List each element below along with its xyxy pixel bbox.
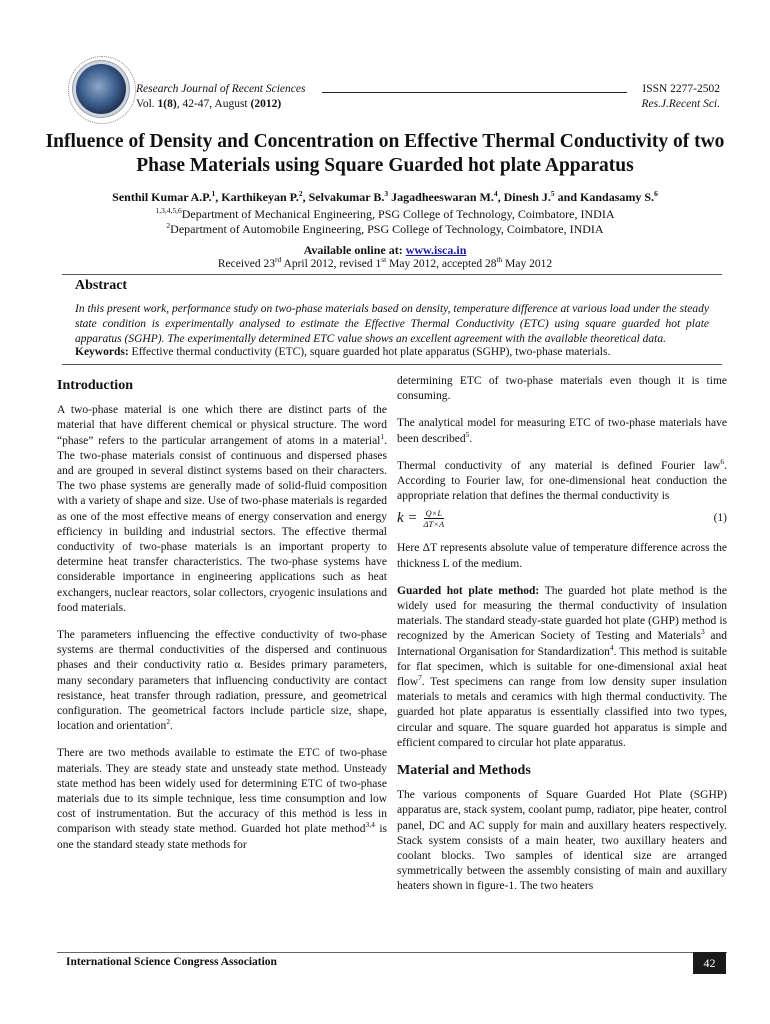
available-online: Available online at: www.isca.in — [303, 243, 467, 257]
paragraph: The parameters influencing the effective conductivity of two-phase systems are thermal conductivities of the dispersed and continuous phases and their conductivity ratio α. Besides primary parameters, many secondary parameters that influencing conductivity are contact resistance, heat transfer through radiation, pressure, and geometrical configuration. The geometrical factors include particle size, shape, location and orientation$^2$. — [57, 629, 387, 733]
footer — [57, 952, 727, 975]
left-column — [57, 378, 387, 865]
fourier-formula: k = $\frac{Q\times L}{\Delta T\times A}$ — [397, 508, 445, 530]
paragraph: Thermal conductivity of any material is defined Fourier law$^6$. According to Fourier law, for one-dimensional heat conduction the appropriate relation that defines the thermal conductivity is — [397, 456, 727, 503]
right-column — [397, 374, 727, 907]
paper-title: Influence of Density and Concentration on Effective Thermal Conductivity of two Phase Materials using Square Guarded hot plate Apparatus — [45, 131, 725, 176]
author: Kandasamy S. — [580, 190, 655, 204]
equation-number: (1) — [713, 512, 727, 525]
author: Karthikeyan P. — [221, 190, 299, 204]
journal-name: Research Journal of Recent Sciences — [136, 83, 306, 95]
paragraph: The various components of Square Guarded Hot Plate (SGHP) apparatus are, stack system, coolant pump, radiator, pipe heater, control panel, DC and AC supply for main and auxillary heaters respectively. Stack system consists of a main heater, two auxillary heaters and coolant blocks. Two samples of identical size are arranged symmetrically between the assembly consisting of main and auxillary heaters shown in figure-1. The two heaters — [397, 789, 727, 893]
author: Selvakumar B. — [308, 190, 385, 204]
journal-volume: Vol. 1(8), 42-47, August (2012) — [136, 98, 282, 110]
paragraph: Here ΔT represents absolute value of temperature difference across the thickness L of the medium. — [397, 542, 727, 570]
paragraph: A two-phase material is one which there are distinct parts of the material that have different chemical or physical structure. The word “phase” refers to the particular arrangement of atoms in a material$^1$. The two-phase materials consist of continuous and dispersed phases and are grouped in several distinct systems based on their characters. The two phase systems are generally made of solid-fluid composition with a variety of shape and size. Use of two-phase materials is regarded as one of the most effective means of energy conservation and energy efficiency in building and industrial sectors. The effective thermal conductivity of two-phase materials is an important property to determine heat transfer characteristics. The two-phase systems have considerable importance in engineering applications such as heat exchangers, nuclear reactors, solar collectors, cryogenic insulations and food materials. — [57, 404, 387, 614]
paragraph: determining ETC of two-phase materials even though it is time consuming. — [397, 375, 727, 403]
page-number: 42 — [693, 952, 726, 974]
journal-logo-globe-icon — [76, 64, 126, 114]
equation-1 — [397, 508, 727, 529]
author: Jagadheeswaran M. — [391, 190, 494, 204]
section-heading-introduction: Introduction — [57, 378, 133, 393]
author: Dinesh J. — [503, 190, 551, 204]
abstract-text: In this present work, performance study on two-phase materials based on density, temperature difference at various load under the steady state condition is experimentally analysed to estimate the Effective Thermal Conductivity (ETC) using square guarded hot plate apparatus (SGHP). The experimentally determined ETC value shows an excellent agreement with the available theoretical data. — [75, 303, 710, 345]
received-dates: Received 23rd April 2012, revised 1st May 2012, accepted 28th May 2012 — [217, 255, 553, 270]
abstract-rule-top — [62, 274, 722, 275]
paragraph: The analytical model for measuring ETC of two-phase materials have been described$^5$. — [397, 417, 727, 445]
website-link[interactable]: www.isca.in — [405, 243, 467, 257]
keywords: Keywords: Effective thermal conductivity (ETC), square guarded hot plate apparatus (SGHP), two-phase materials. — [75, 346, 611, 358]
author: Senthil Kumar A.P. — [112, 190, 212, 204]
abstract-rule-bottom — [62, 364, 722, 365]
paragraph: There are two methods available to estimate the ETC of two-phase materials. They are steady state and unsteady state method. Unsteady state method has been widely used for determining ETC of two-phase materials due to its simple technique, less time consumption and low cost of instrumentation. But the accuracy of this method is less in comparison with steady state method. Guarded hot plate method$^{3,4}$ is one the standard steady state methods for — [57, 747, 387, 851]
affiliation-2: $^2$Department of Automobile Engineering, PSG College of Technology, Coimbatore, INDIA — [166, 221, 604, 236]
footer-org: International Science Congress Association — [66, 956, 277, 968]
header-rule — [322, 92, 627, 93]
affiliation-1: $^{1,3,4,5,6}$Department of Mechanical Engineering, PSG College of Technology, Coimbatore, INDIA — [155, 206, 615, 221]
author-list: Senthil Kumar A.P.$^1$, Karthikeyan P.$^2$, Selvakumar B.$^3$ Jagadheeswaran M.$^4$, Dinesh J.$^5$ and Kandasamy S.$^6$ — [112, 189, 658, 204]
abstract-heading: Abstract — [75, 278, 128, 293]
issn: ISSN 2277-2502 — [642, 83, 720, 95]
paragraph: Guarded hot plate method: The guarded hot plate method is the widely used for measuring the thermal conductivity of insulation materials. The standard steady-state guarded hot plate (GHP) method is recognized by the American Society of Testing and Materials$^3$ and International Organisation for Standardization$^4$. This method is suitable for flat specimen, which is suitable for one-dimensional axial heat flow$^7$. Test specimens can range from low density super insulation materials to metals and ceramics with high thermal conductivity. The guarded hot plate apparatus is essentially classified into two types, circular and square. The square guarded hot apparatus is simple and efficient compared to circular hot plate apparatus. — [397, 584, 728, 749]
section-heading-material-methods: Material and Methods — [397, 763, 531, 779]
journal-abbrev: Res.J.Recent Sci. — [641, 98, 720, 110]
